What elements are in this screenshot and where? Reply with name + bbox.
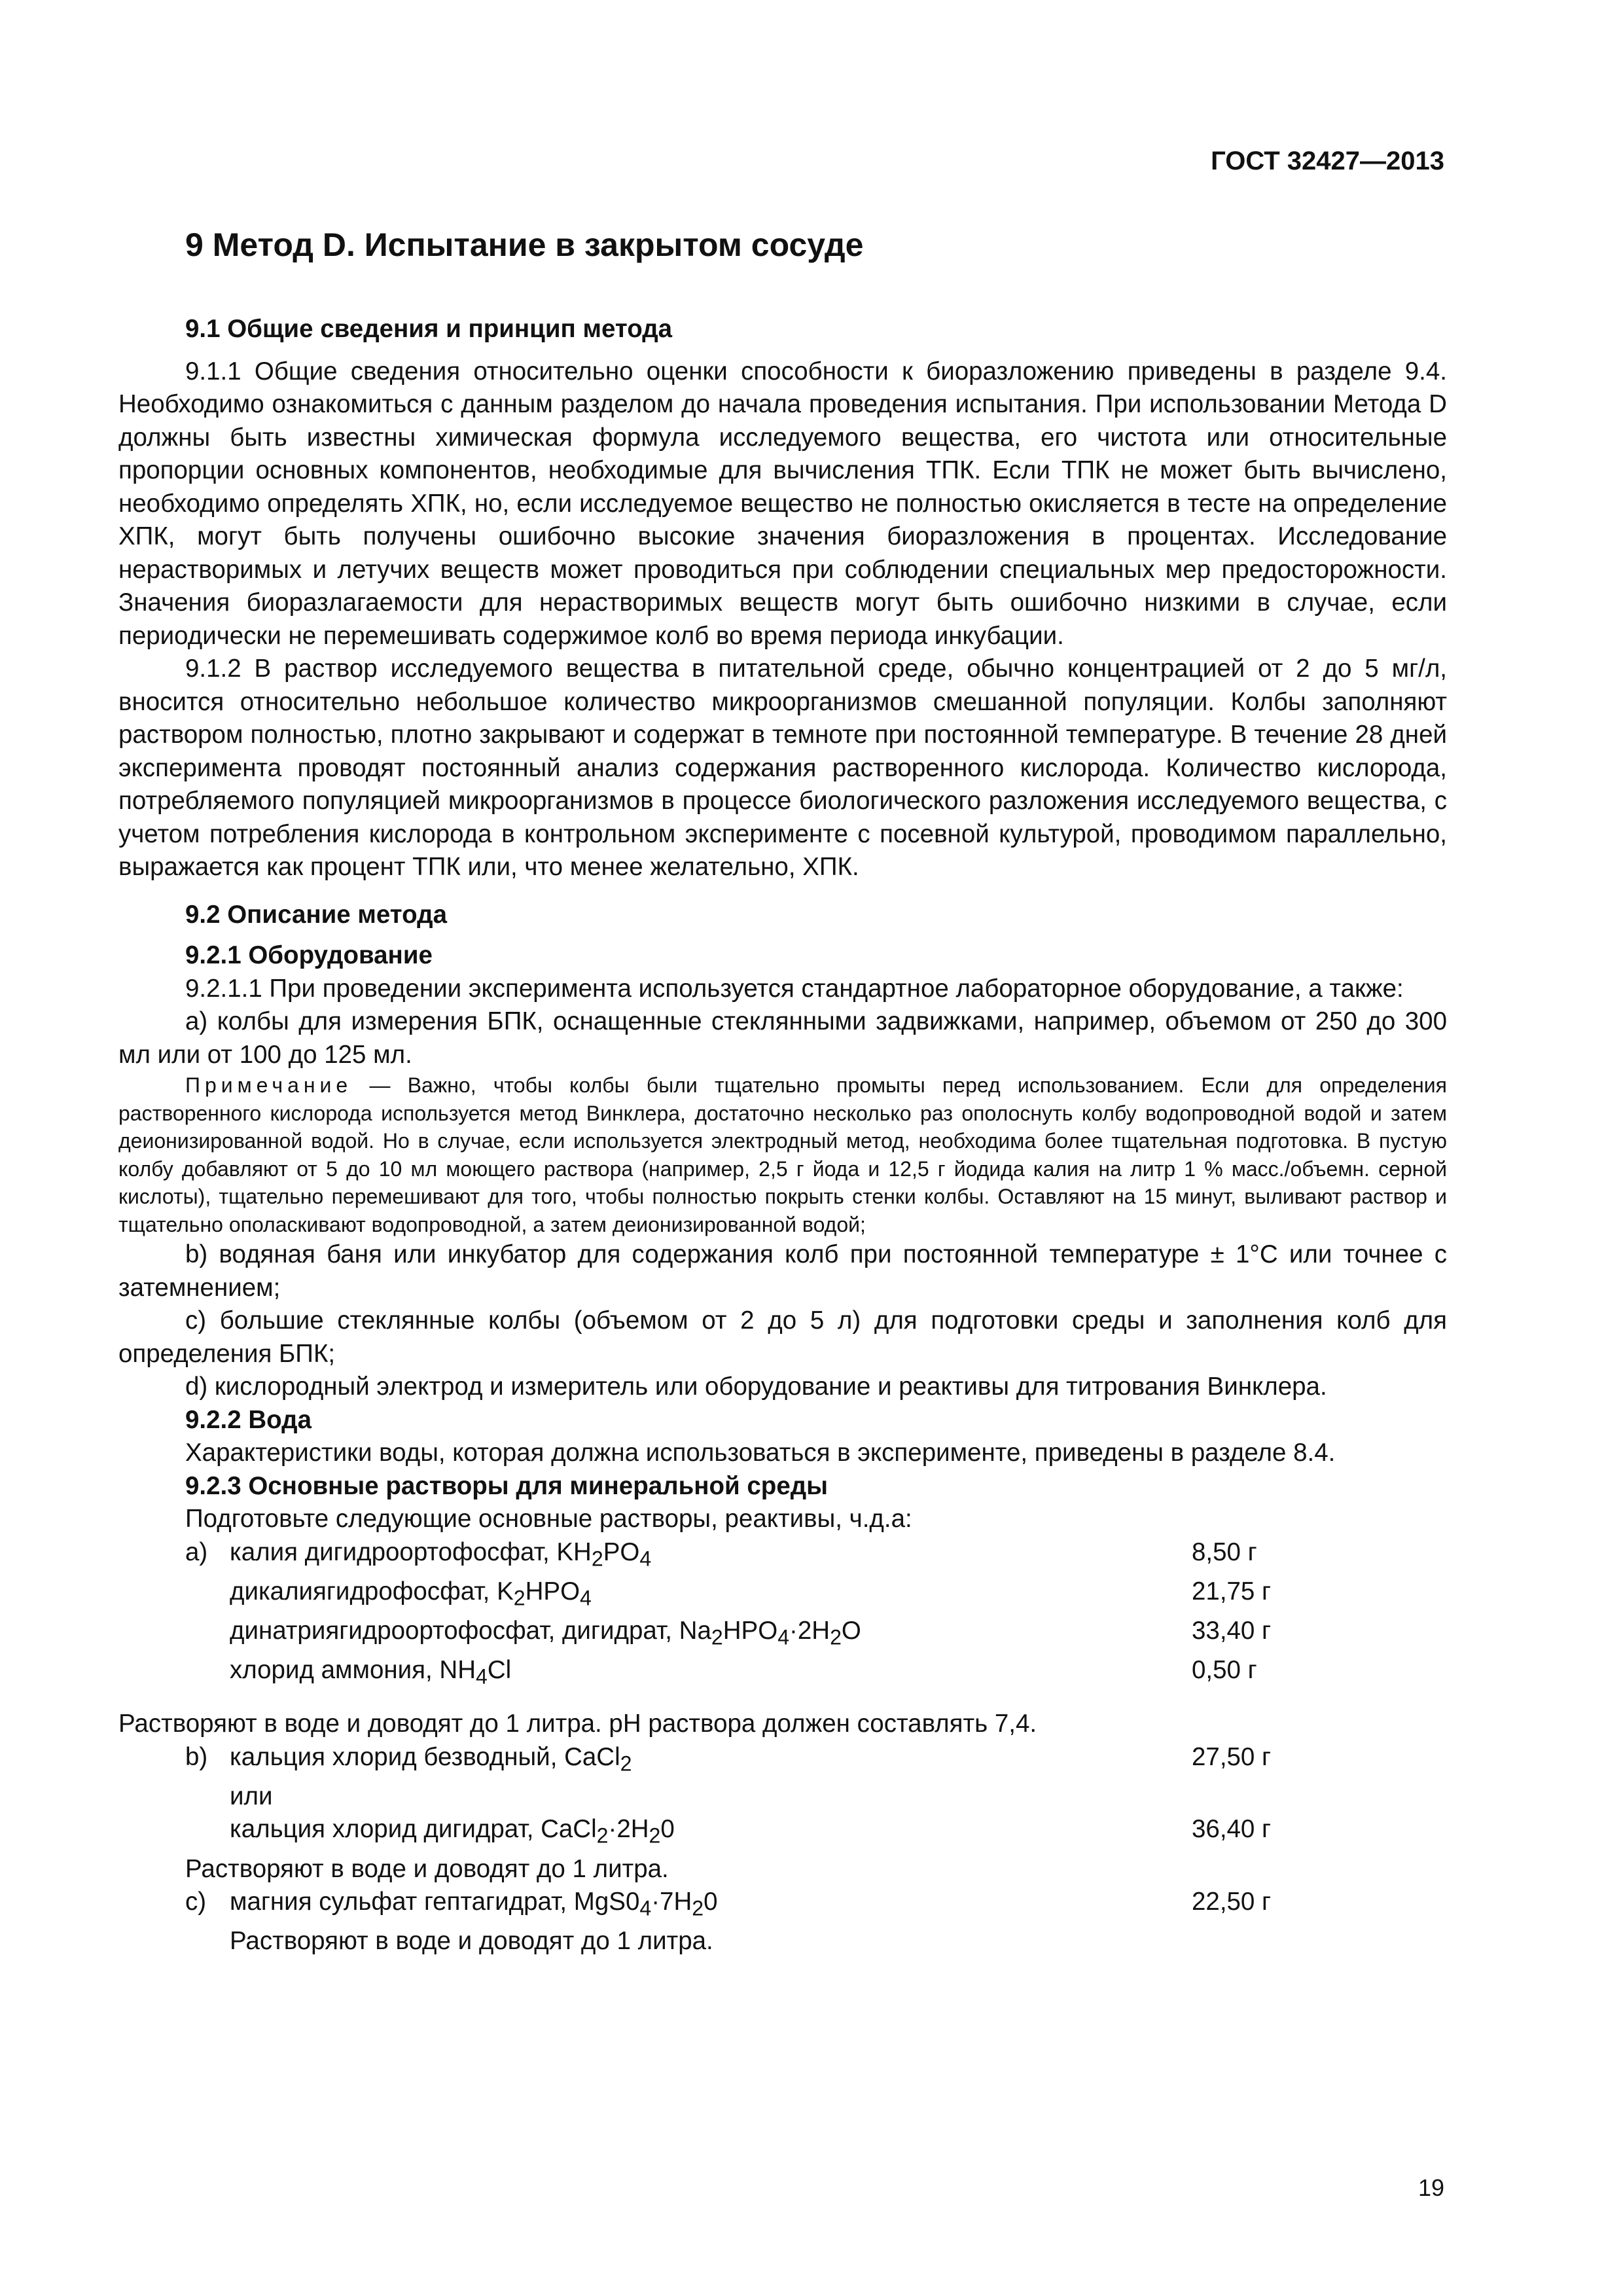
reagent-row: динатриягидроортофосфат, дигидрат, $Na_2HPO_4\cdot 2H_2O$ 33,40 г: [230, 1616, 1272, 1649]
item-c: с) большие стеклянные колбы (объемом от 2 до 5 л) для подготовки среды и заполнения колб для определения БПК;: [118, 1306, 1447, 1368]
paragraph-9-1-2: 9.1.2 В раствор исследуемого вещества в питательной среде, обычно концентрацией от 2 до 5 мг/л, вносится относительно небольшое количество микроорганизмов смешанной популяции. Колбы заполняют раствором полностью, плотно закрывают и содержат в темноте при постоянной температуре. В течение 28 дней эксперимента проводят постоянный анализ содержания растворенного кислорода. Количество кислорода, потребляемого популяцией микроорганизмов в процессе биологического разложения исследуемого вещества, с учетом потребления кислорода в контрольном эксперименте с посевной культурой, проводимом параллельно, выражается как процент ТПК или, что менее желательно, ХПК.: [118, 655, 1447, 881]
paragraph-9-1-1: 9.1.1 Общие сведения относительно оценки способности к биоразложению приведены в разделе 9.4. Необходимо ознакомиться с данным разделом до начала проведения испытания. При использовании Метода D должны быть известны химическая формула исследуемого вещества, его чистота или относительные пропорции основных компонентов, необходимые для вычисления ТПК. Если ТПК не может быть вычислено, необходимо определять ХПК, но, если исследуемое вещество не полностью окисляется в тесте на определение ХПК, могут быть получены ошибочно высокие значения биоразложения в процентах. Исследование нерастворимых и летучих веществ может проводиться при соблюдении специальных мер предосторожности. Значения биоразлагаемости для нерастворимых веществ могут быть ошибочно низкими в случае, если периодически не перемешивать содержимое колб во время периода инкубации.: [118, 357, 1447, 650]
reagent-list-b: [118, 1741, 1447, 1958]
paragraph-dissolve-ph: Растворяют в воде и доводят до 1 литра. pH раствора должен составлять 7,4.: [118, 1710, 1037, 1738]
section-title: 9 Метод D. Испытание в закрытом сосуде: [185, 226, 864, 263]
item-d: d) кислородный электрод и измеритель или оборудование и реактивы для титрования Винклера.: [185, 1372, 1327, 1401]
note-label: Примечание: [185, 1073, 353, 1097]
subsection-9-2-3-title: 9.2.3 Основные растворы для минеральной среды: [185, 1471, 829, 1500]
subsection-9-1-title: 9.1 Общие сведения и принцип метода: [185, 315, 673, 343]
paragraph-9-2-1-1: 9.2.1.1 При проведении эксперимента используется стандартное лабораторное оборудование, а также:: [185, 974, 1404, 1003]
page-number: 19: [1418, 2174, 1444, 2201]
subsection-9-2-title: 9.2 Описание метода: [185, 900, 448, 929]
reagent-row: с) магния сульфат гептагидрат, $MgS0_4\cdot 7H_20$ 22,50 г: [185, 1888, 1272, 1920]
reagent-row: b) кальция хлорид безводный, CaCl$_2$ 27,50 г: [185, 1742, 1272, 1776]
reagent-row: а) калия дигидроортофосфат, $KH_2PO_4$ 8,50 г: [185, 1537, 1257, 1571]
subsection-9-2-1-title: 9.2.1 Оборудование: [185, 941, 433, 969]
reagent-row: кальция хлорид дигидрат, $CaCl_2\cdot 2H_20$ 36,40 г: [230, 1815, 1272, 1848]
item-a: а) колбы для измерения БПК, оснащенные стеклянными задвижками, например, объемом от 250 до 300 мл или от 100 до 125 мл.: [118, 1007, 1447, 1069]
note-text: — Важно, чтобы колбы были тщательно промыты перед использованием. Если для определения растворенного кислорода используется метод Винклера, достаточно несколько раз ополоснуть колбу водопроводной водой и затем деионизированной водой. Но в случае, если используется электродный метод, необходима более тщательная подготовка. В пустую колбу добавляют от 5 до 10 мл моющего раствора (например, 2,5 г йода и 12,5 г йодида калия на литр 1 % масс./объемн. серной кислоты), тщательно перемешивают для того, чтобы полностью покрыть стенки колбы. Оставляют на 15 минут, выливают раствор и тщательно ополаскивают водопроводной, а затем деионизированной водой;: [118, 1073, 1447, 1236]
reagent-list-a: [118, 1536, 1447, 1694]
reagent-row: дикалиягидрофосфат, $K_2HPO_4$ 21,75 г: [230, 1577, 1272, 1610]
reagent-row: или: [230, 1782, 273, 1810]
reagent-row: Растворяют в воде и доводят до 1 литра.: [230, 1927, 713, 1956]
standard-code-header: ГОСТ 32427—2013: [1211, 147, 1444, 175]
body-text: [118, 313, 1447, 1958]
reagent-row: хлорид аммония, $NH_4Cl$ 0,50 г: [230, 1656, 1257, 1689]
paragraph-water: Характеристики воды, которая должна использоваться в эксперименте, приведены в разделе 8.4.: [185, 1439, 1336, 1467]
subsection-9-2-2-title: 9.2.2 Вода: [185, 1405, 312, 1434]
item-b: b) водяная баня или инкубатор для содержания колб при постоянной температуре ± 1°С или точнее с затемнением;: [118, 1240, 1447, 1302]
paragraph-dissolve-b: Растворяют в воде и доводят до 1 литра.: [185, 1854, 669, 1883]
note: [118, 1071, 1447, 1238]
paragraph-prepare: Подготовьте следующие основные растворы, реактивы, ч.д.а:: [185, 1505, 912, 1533]
